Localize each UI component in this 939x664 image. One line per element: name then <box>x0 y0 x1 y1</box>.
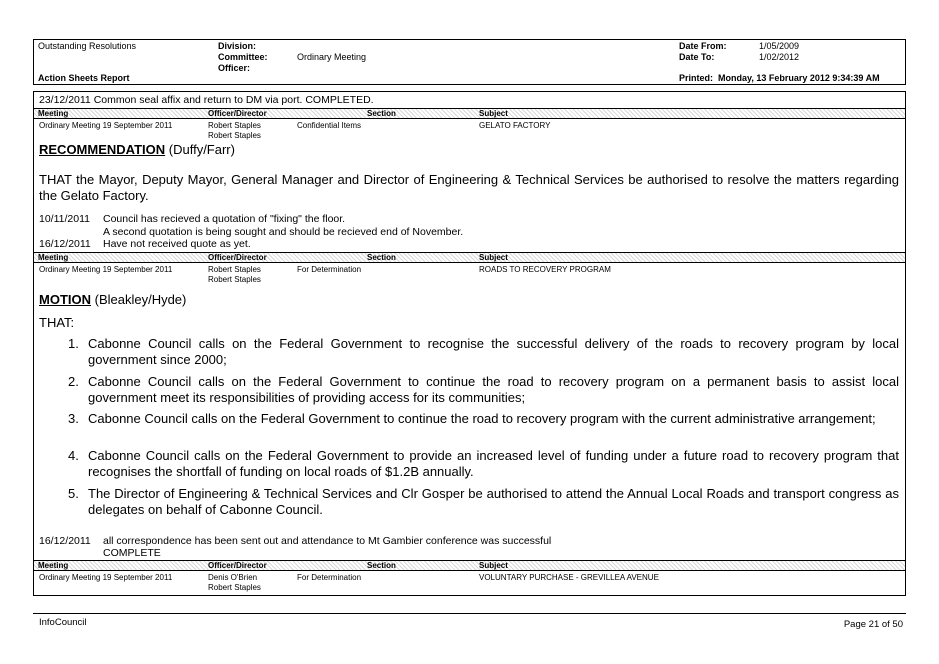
motion-point: 2. Cabonne Council calls on the Federal Government to continue the road to recovery program on a permanent basis to assist local government meet its responsibilities of providing access for its communities; <box>68 374 899 405</box>
recommendation-heading: RECOMMENDATION (Duffy/Farr) <box>39 142 235 157</box>
col-section: Section <box>367 109 396 118</box>
item-meeting: Ordinary Meeting 19 September 2011 <box>39 573 173 582</box>
item-meeting: Ordinary Meeting 19 September 2011 <box>39 265 173 274</box>
column-header-row <box>34 253 905 262</box>
page-number: Page 21 of 50 <box>843 619 903 630</box>
report-type: Outstanding Resolutions <box>38 41 137 51</box>
item-director: Robert Staples <box>208 583 261 592</box>
note-text: Have not received quote as yet. <box>103 238 251 250</box>
divider <box>33 570 906 571</box>
date-from-value: 1/05/2009 <box>759 41 800 51</box>
motion-heading: MOTION (Bleakley/Hyde) <box>39 292 187 307</box>
item-subject: GELATO FACTORY <box>479 121 551 130</box>
item-meeting: Ordinary Meeting 19 September 2011 <box>39 121 173 130</box>
division-label: Division: <box>218 41 257 51</box>
col-subject: Subject <box>479 561 508 570</box>
item-subject: VOLUNTARY PURCHASE - GREVILLEA AVENUE <box>479 573 659 582</box>
item-section: Confidential Items <box>297 121 362 130</box>
col-officer: Officer/Director <box>208 561 267 570</box>
recommendation-body: THAT the Mayor, Deputy Mayor, General Manager and Director of Engineering & Technical Services be authorised to resolve the matters regarding the Gelato Factory. <box>39 172 899 203</box>
note-date: 10/11/2011 <box>39 213 90 225</box>
motion-point: 1. Cabonne Council calls on the Federal Government to recognise the successful delivery of the roads to recovery program by local government since 2000; <box>68 336 899 367</box>
col-meeting: Meeting <box>38 109 69 118</box>
printed-value: Monday, 13 February 2012 9:34:39 AM <box>718 73 880 83</box>
report-title: Action Sheets Report <box>38 73 130 83</box>
col-officer: Officer/Director <box>208 109 267 118</box>
column-header-row <box>34 561 905 570</box>
column-header-row <box>34 109 905 118</box>
item-section: For Determination <box>297 265 362 274</box>
date-to-value: 1/02/2012 <box>759 52 800 62</box>
col-meeting: Meeting <box>38 253 69 262</box>
col-subject: Subject <box>479 109 508 118</box>
col-subject: Subject <box>479 253 508 262</box>
date-to-label: Date To: <box>679 52 715 62</box>
top-note: 23/12/2011 Common seal affix and return to DM via port. COMPLETED. <box>39 94 374 106</box>
col-officer: Officer/Director <box>208 253 267 262</box>
committee-value: Ordinary Meeting <box>297 52 367 62</box>
officer-label: Officer: <box>218 63 251 73</box>
note-text: COMPLETE <box>103 547 161 559</box>
item-subject: ROADS TO RECOVERY PROGRAM <box>479 265 611 274</box>
item-officer: Robert Staples <box>208 121 261 130</box>
note-date: 16/12/2011 <box>39 238 91 250</box>
divider <box>33 118 906 119</box>
motion-that: THAT: <box>39 315 75 330</box>
footer-brand: InfoCouncil <box>39 617 87 628</box>
col-section: Section <box>367 253 396 262</box>
motion-point: 3. Cabonne Council calls on the Federal Government to continue the road to recovery program with the current administrative arrangement; <box>68 411 876 426</box>
note-text: A second quotation is being sought and should be recieved end of November. <box>103 226 464 238</box>
col-section: Section <box>367 561 396 570</box>
date-from-label: Date From: <box>679 41 727 51</box>
item-section: For Determination <box>297 573 362 582</box>
item-director: Robert Staples <box>208 131 261 140</box>
col-meeting: Meeting <box>38 561 69 570</box>
item-officer: Denis O'Brien <box>208 573 258 582</box>
motion-point: 4. Cabonne Council calls on the Federal Government to provide an increased level of funding under a future road to recovery program that recognises the shortfall of funding on local roads of $1.2B annually. <box>68 448 899 479</box>
printed-label: Printed: <box>679 73 714 83</box>
item-officer: Robert Staples <box>208 265 261 274</box>
committee-label: Committee: <box>218 52 268 62</box>
note-date: 16/12/2011 <box>39 535 91 547</box>
note-text: all correspondence has been sent out and attendance to Mt Gambier conference was successful <box>103 535 552 547</box>
divider <box>33 262 906 263</box>
note-text: Council has recieved a quotation of "fixing" the floor. <box>103 213 346 225</box>
motion-point: 5. The Director of Engineering & Technical Services and Clr Gosper be authorised to attend the Annual Local Roads and transport congress as delegates on behalf of Cabonne Council. <box>68 486 899 517</box>
item-director: Robert Staples <box>208 275 261 284</box>
footer-divider <box>33 613 906 614</box>
